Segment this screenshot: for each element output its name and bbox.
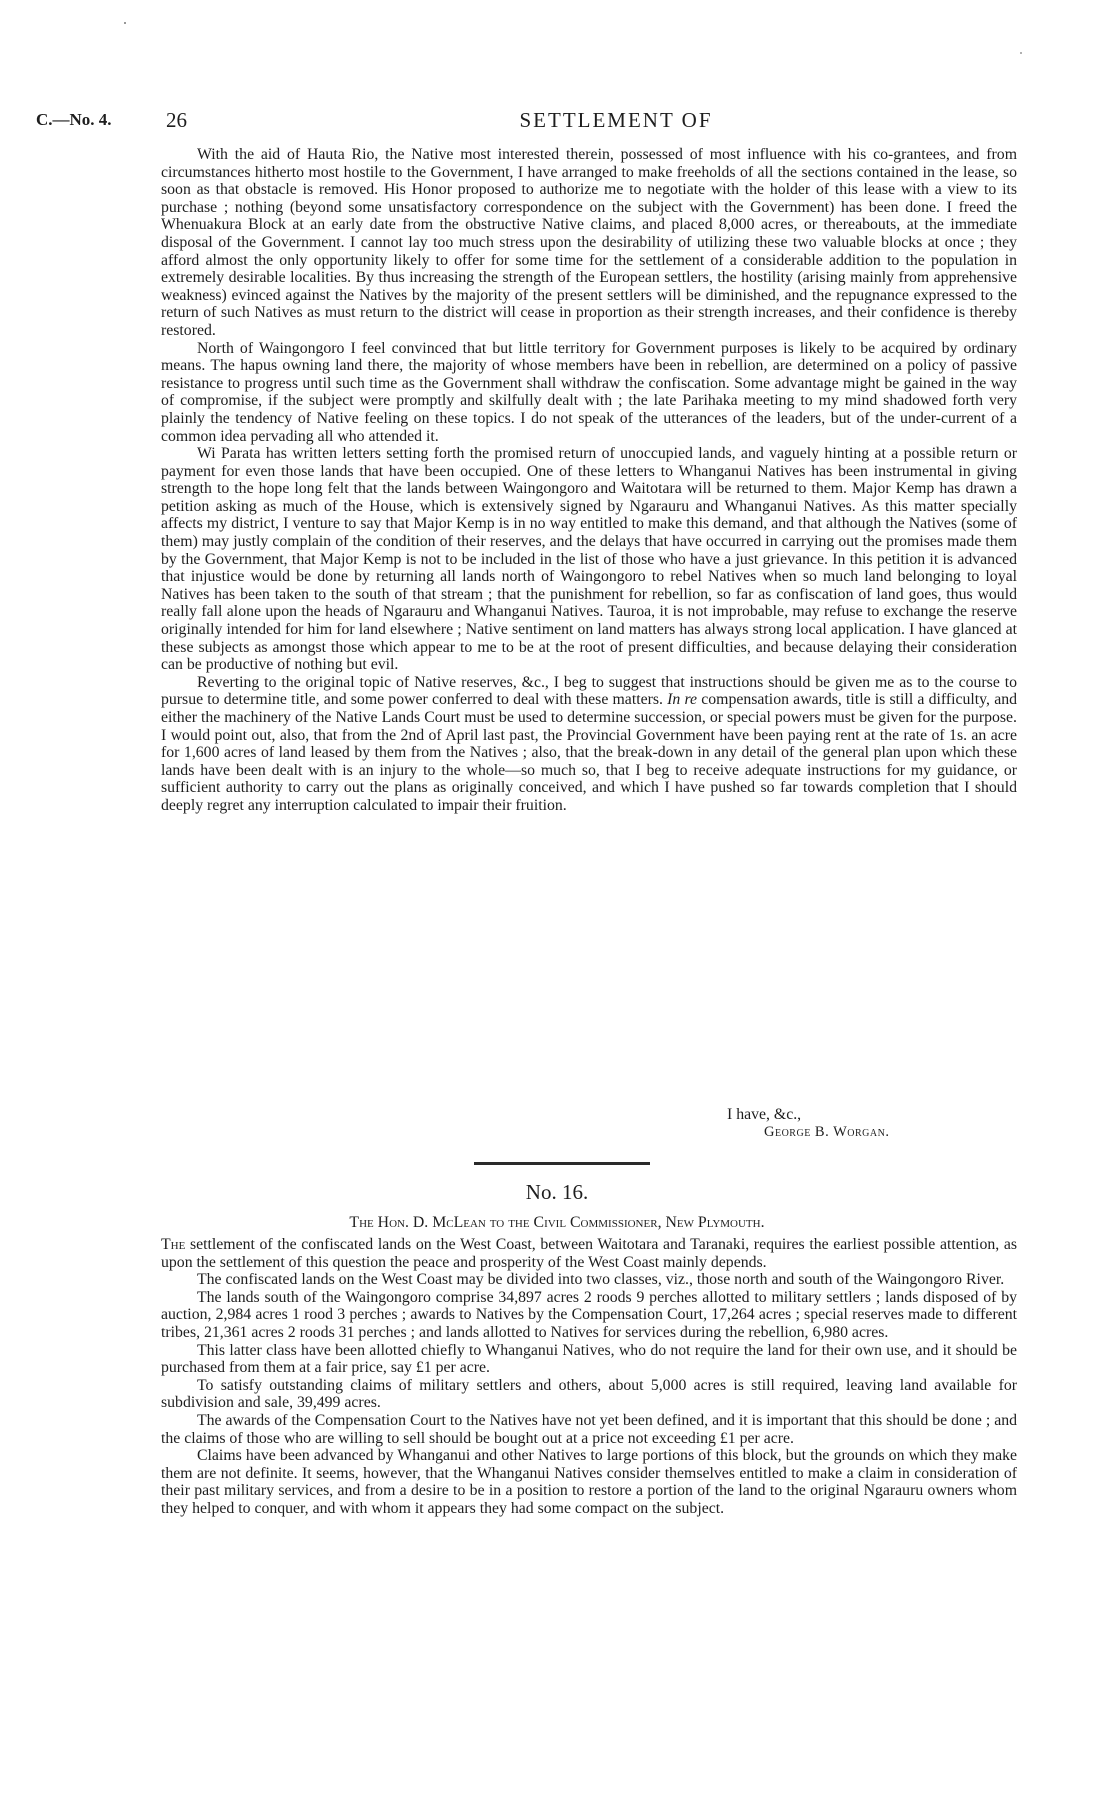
subtitle-part: to the: [485, 1214, 534, 1231]
paragraph: The confiscated lands on the West Coast may be divided into two classes, viz., those north and south of the Waingongoro River.: [197, 1271, 1005, 1289]
valediction: I have, &c.,: [727, 1106, 802, 1123]
section-divider: [474, 1162, 650, 1165]
subtitle-part: Civil Commissioner: [533, 1214, 658, 1231]
document-reference: C.—No. 4.: [36, 110, 112, 129]
document-subtitle: [0, 1214, 1114, 1232]
paragraph: With the aid of Hauta Rio, the Native most interested therein, possessed of most influence with his co-grantees, and from circumstances hitherto most hostile to the Government, I have arranged to make freeholds of all the sections contained in the lease, so soon as that obstacle is removed. His Honor proposed to authorize me to negotiate with the holder of this lease with a view to its purchase ; nothing (beyond some unsatisfactory correspondence on the subject with the Government) has been done. I freed the Whenuakura Block at an early date from the obstructive Native claims, and placed 8,000 acres, or thereabouts, at the immediate disposal of the Government. I cannot lay too much stress upon the desirability of utilizing these two valuable blocks at once ; they afford almost the only opportunity likely to offer for some time for the settlement of a considerable addition to the population in extremely desirable localities. By thus increasing the strength of the European settlers, the hostility (arising mainly from apprehensive weakness) evinced against the Natives by the majority of the present settlers will be diminished, and the repugnance expressed to the return of such Natives as must return to the district will cease in proportion as their strength increases, and their confidence is thereby restored.: [161, 146, 1017, 339]
page-number: 26: [166, 108, 187, 132]
paper-speck: [124, 22, 126, 24]
latin-phrase: In re: [667, 691, 698, 709]
paragraph: This latter class have been allotted chiefly to Whanganui Natives, who do not require the land for their own use, and it should be purchased from them at a fair price, say £1 per acre.: [161, 1341, 1017, 1377]
paragraph: The awards of the Compensation Court to the Natives have not yet been defined, and it is important that this should be done ; and the claims of those who are willing to sell should be bought out at a price not exceeding £1 per acre.: [161, 1411, 1017, 1447]
paragraph: [161, 1236, 1017, 1271]
paragraph: The lands south of the Waingongoro comprise 34,897 acres 2 roods 9 perches allotted to military settlers ; lands disposed of by auction, 2,984 acres 1 rood 3 perches ; awards to Natives by the Compensation Court, 17,264 acres ; special reserves made to different tribes, 21,361 acres 2 roods 31 perches ; and lands allotted to Natives for services during the rebellion, 6,980 acres.: [161, 1288, 1017, 1341]
signature: George B. Worgan.: [764, 1124, 890, 1140]
paragraph-text: compensation awards, title is still a difficulty, and either the machinery of the Native Lands Court must be used to determine succession, or special powers must be given for the purpose. I would point out, also, that from the 2nd of April last past, the Provincial Government have been paying rent at the rate of 1s. an acre for 1,600 acres of land leased by them from the Natives ; also, that the break-down in any detail of the general plan upon which these lands have been dealt with is an injury to the whole—so much so, that I beg to receive adequate instructions for my guidance, or sufficient authority to carry out the plans as originally conceived, and which I have pushed so far towards completion that I should deeply regret any interruption calculated to impair their fruition.: [161, 691, 1017, 814]
paper-speck: [1020, 52, 1022, 54]
letter-body: [161, 1236, 1017, 1518]
page-header: [36, 110, 1086, 140]
paragraph: [161, 674, 1017, 815]
subtitle-part: , New Plymouth.: [657, 1214, 765, 1231]
paragraph-text: settlement of the confiscated lands on the West Coast, between Waitotara and Taranaki, requires the earliest possible attention, as upon the settlement of this question the peace and prosperity of the West Coast mainly depends.: [161, 1236, 1017, 1271]
letter-body: [161, 146, 1017, 815]
paragraph: North of Waingongoro I feel convinced that but little territory for Government purposes is likely to be acquired by ordinary means. The hapus owning land there, the majority of whose members have been in rebellion, are determined on a policy of passive resistance to progress until such time as the Government shall withdraw the confiscation. Some advantage might be gained in the way of compromise, if the subject were promptly and skilfully dealt with ; the late Parihaka meeting to my mind shadowed forth very plainly the tendency of Native feeling on these topics. I do not speak of the utterances of the leaders, but of the under-current of a common idea pervading all who attended it.: [161, 339, 1017, 445]
document-number: No. 16.: [525, 1180, 589, 1204]
running-title: SETTLEMENT OF: [519, 108, 713, 132]
subtitle-part: McLean: [432, 1214, 486, 1231]
paragraph: Wi Parata has written letters setting forth the promised return of unoccupied lands, and vaguely hinting at a possible return or payment for even those lands that have been occupied. One of these letters to Whanganui Natives has been instrumental in giving strength to the hope long felt that the lands between Waingongoro and Waitotara will be returned to them. Major Kemp has drawn a petition asking as much of the House, which is extensively signed by Ngarauru and Whanganui Natives. As this matter specially affects my district, I venture to say that Major Kemp is in no way entitled to make this demand, and that although the Natives (some of them) may justly complain of the condition of their reserves, and the delays that have occurred in carrying out the promises made them by the Government, that Major Kemp is not to be included in the list of those who have a just grievance. In this petition it is advanced that injustice would be done by returning all lands north of Waingongoro to rebel Natives when so much land belonging to loyal Natives has been taken to the south of that stream ; that the punishment for rebellion, so far as confiscation of land goes, thus would really fall alone upon the heads of Ngarauru and Whanganui Natives. Tauroa, it is not improbable, may refuse to exchange the reserve originally intended for him for land elsewhere ; Native sentiment on land matters has always strong local application. I have glanced at these subjects as amongst those which appear to me to be at the root of present difficulties, and because delaying their consideration can be productive of nothing but evil.: [161, 445, 1017, 674]
paragraph: Claims have been advanced by Whanganui and other Natives to large portions of this block, but the grounds on which they make them are not definite. It seems, however, that the Whanganui Natives consider themselves entitled to make a claim in consideration of their past military services, and from a desire to be in a position to restore a portion of the land to the original Ngarauru owners whom they helped to conquer, and with whom it appears they had some compact on the subject.: [161, 1447, 1017, 1517]
subtitle-part: The Hon. D.: [349, 1214, 433, 1231]
paragraph-text: Reverting to the original topic of Native reserves, &c., I beg to suggest that instructions should be given me as to the course to pursue to determine title, and some power conferred to deal with these matters.: [161, 673, 1017, 709]
lead-word: The: [161, 1236, 186, 1253]
paragraph: To satisfy outstanding claims of military settlers and others, about 5,000 acres is still required, leaving land available for subdivision and sale, 39,499 acres.: [161, 1376, 1017, 1412]
